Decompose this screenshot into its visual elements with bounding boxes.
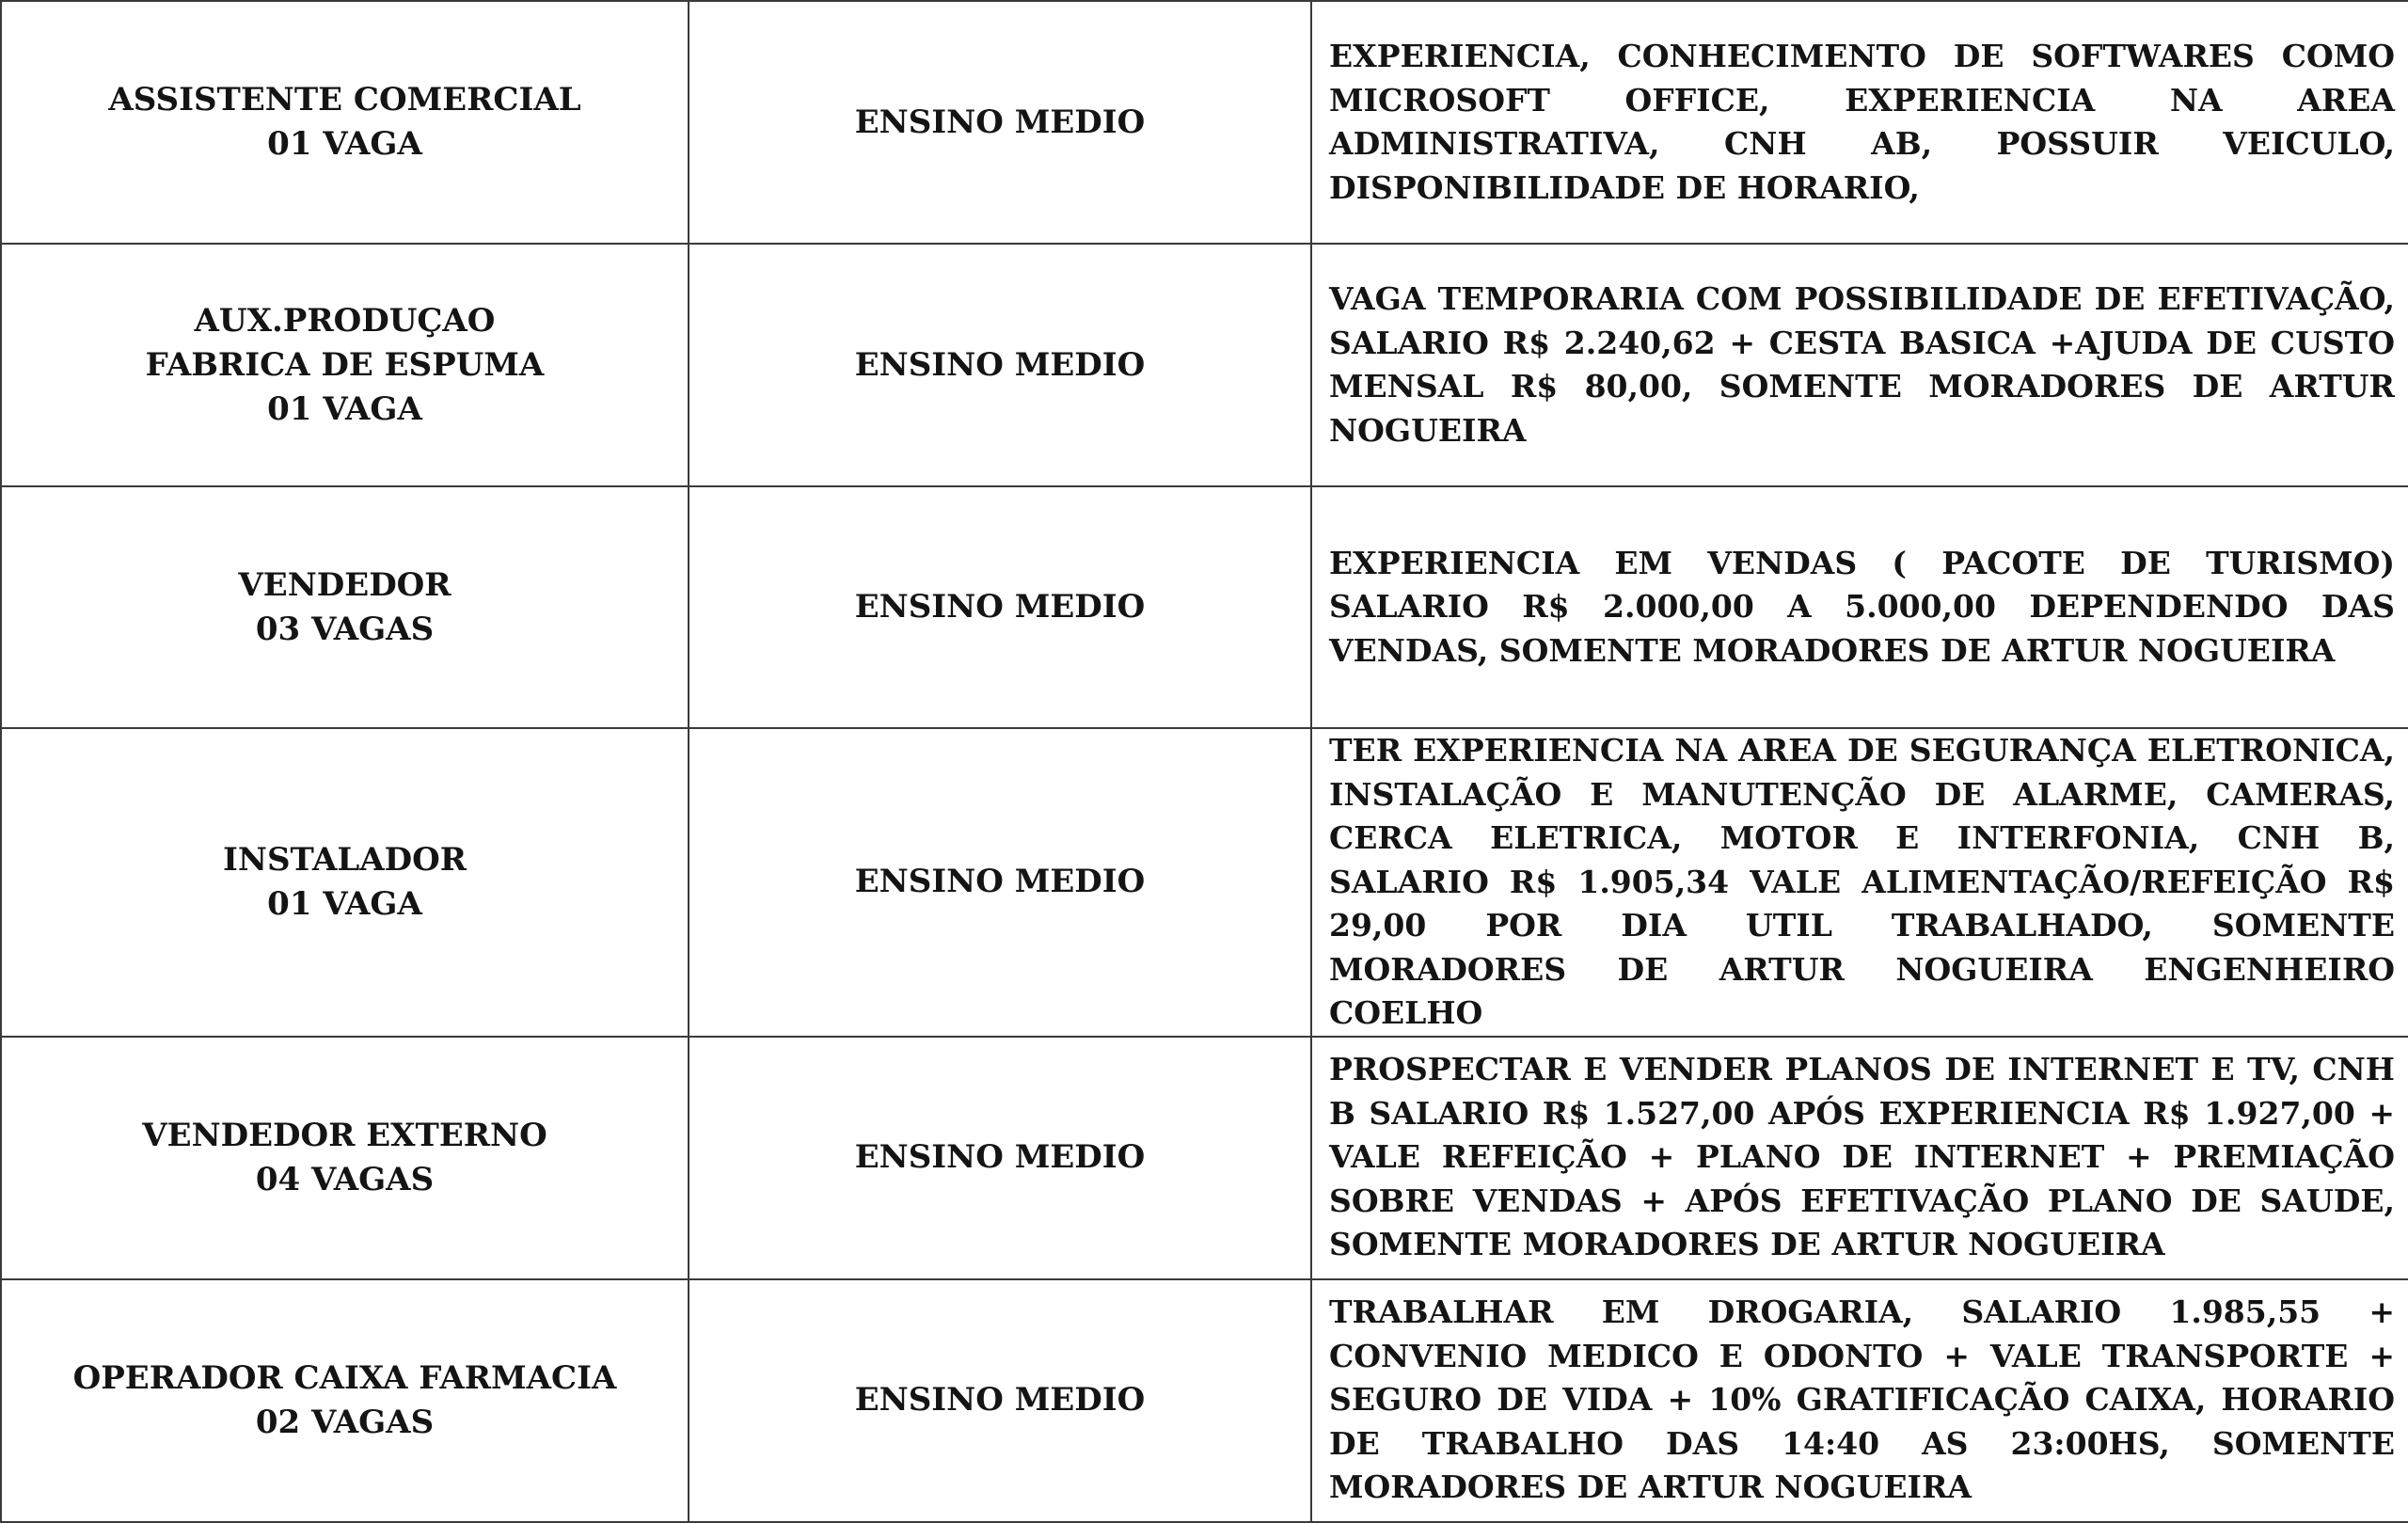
- vacancy-count: 01 VAGA: [267, 884, 422, 923]
- table-row: [1, 728, 2408, 1037]
- job-title-line-2: FABRICA DE ESPUMA: [145, 345, 545, 384]
- education-cell: [689, 1, 1311, 244]
- job-title-cell: [1, 1037, 689, 1279]
- education-cell: [689, 486, 1311, 728]
- requirements-cell: [1311, 486, 2408, 728]
- job-title: AUX.PRODUÇAO: [194, 301, 496, 340]
- table-row: [1, 1037, 2408, 1279]
- vacancy-count: 03 VAGAS: [255, 610, 435, 648]
- requirements-text: EXPERIENCIA, CONHECIMENTO DE SOFTWARES COMO MICROSOFT OFFICE, EXPERIENCIA NA AREA ADMINISTRATIVA, CNH AB, POSSUIR VEICULO, DISPONIBILIDADE DE HORARIO,: [1329, 38, 2395, 206]
- table-row: [1, 486, 2408, 728]
- education-level: ENSINO MEDIO: [854, 863, 1146, 901]
- education-cell: [689, 244, 1311, 486]
- requirements-cell: [1311, 1037, 2408, 1279]
- education-cell: [689, 1037, 1311, 1279]
- requirements-text: EXPERIENCIA EM VENDAS ( PACOTE DE TURISMO) SALARIO R$ 2.000,00 A 5.000,00 DEPENDENDO DAS VENDAS, SOMENTE MORADORES DE ARTUR NOGUEIRA: [1329, 544, 2395, 669]
- job-title-cell: [1, 486, 689, 728]
- job-title: VENDEDOR: [238, 565, 452, 604]
- table-row: [1, 1, 2408, 244]
- job-title-cell: [1, 1279, 689, 1522]
- requirements-text: TER EXPERIENCIA NA AREA DE SEGURANÇA ELETRONICA, INSTALAÇÃO E MANUTENÇÃO DE ALARME, CAMERAS, CERCA ELETRICA, MOTOR E INTERFONIA, CNH B, SALARIO R$ 1.905,34 VALE ALIMENTAÇÃO/REFEIÇÃO R$ 29,00 POR DIA UTIL TRABALHADO, SOMENTE MORADORES DE ARTUR NOGUEIRA ENGENHEIRO COELHO: [1329, 732, 2395, 1031]
- job-title: INSTALADOR: [222, 840, 467, 879]
- education-level: ENSINO MEDIO: [854, 345, 1146, 384]
- education-level: ENSINO MEDIO: [854, 1381, 1146, 1419]
- vacancy-count: 01 VAGA: [267, 125, 422, 163]
- requirements-cell: [1311, 728, 2408, 1037]
- job-title: ASSISTENTE COMERCIAL: [108, 81, 581, 119]
- education-level: ENSINO MEDIO: [854, 1138, 1146, 1176]
- education-level: ENSINO MEDIO: [854, 103, 1146, 141]
- requirements-text: VAGA TEMPORARIA COM POSSIBILIDADE DE EFETIVAÇÃO, SALARIO R$ 2.240,62 + CESTA BASICA +AJUDA DE CUSTO MENSAL R$ 80,00, SOMENTE MORADORES DE ARTUR NOGUEIRA: [1329, 280, 2395, 449]
- job-title-cell: [1, 728, 689, 1037]
- education-level: ENSINO MEDIO: [854, 588, 1146, 626]
- job-title-cell: [1, 1, 689, 244]
- requirements-text: PROSPECTAR E VENDER PLANOS DE INTERNET E TV, CNH B SALARIO R$ 1.527,00 APÓS EXPERIENCIA R$ 1.927,00 + VALE REFEIÇÃO + PLANO DE INTERNET + PREMIAÇÃO SOBRE VENDAS + APÓS EFETIVAÇÃO PLANO DE SAUDE, SOMENTE MORADORES DE ARTUR NOGUEIRA: [1329, 1051, 2395, 1263]
- table-row: [1, 1279, 2408, 1522]
- job-title: OPERADOR CAIXA FARMACIA: [72, 1358, 617, 1397]
- education-cell: [689, 728, 1311, 1037]
- requirements-cell: [1311, 244, 2408, 486]
- job-title-cell: [1, 244, 689, 486]
- requirements-cell: [1311, 1279, 2408, 1522]
- vacancy-count: 01 VAGA: [267, 389, 422, 428]
- education-cell: [689, 1279, 1311, 1522]
- table-row: [1, 244, 2408, 486]
- requirements-text: TRABALHAR EM DROGARIA, SALARIO 1.985,55 + CONVENIO MEDICO E ODONTO + VALE TRANSPORTE + SEGURO DE VIDA + 10% GRATIFICAÇÃO CAIXA, HORARIO DE TRABALHO DAS 14:40 AS 23:00HS, SOMENTE MORADORES DE ARTUR NOGUEIRA: [1329, 1293, 2395, 1506]
- requirements-cell: [1311, 1, 2408, 244]
- vacancy-count: 04 VAGAS: [255, 1160, 435, 1198]
- vacancy-count: 02 VAGAS: [255, 1403, 435, 1441]
- job-title: VENDEDOR EXTERNO: [142, 1116, 547, 1154]
